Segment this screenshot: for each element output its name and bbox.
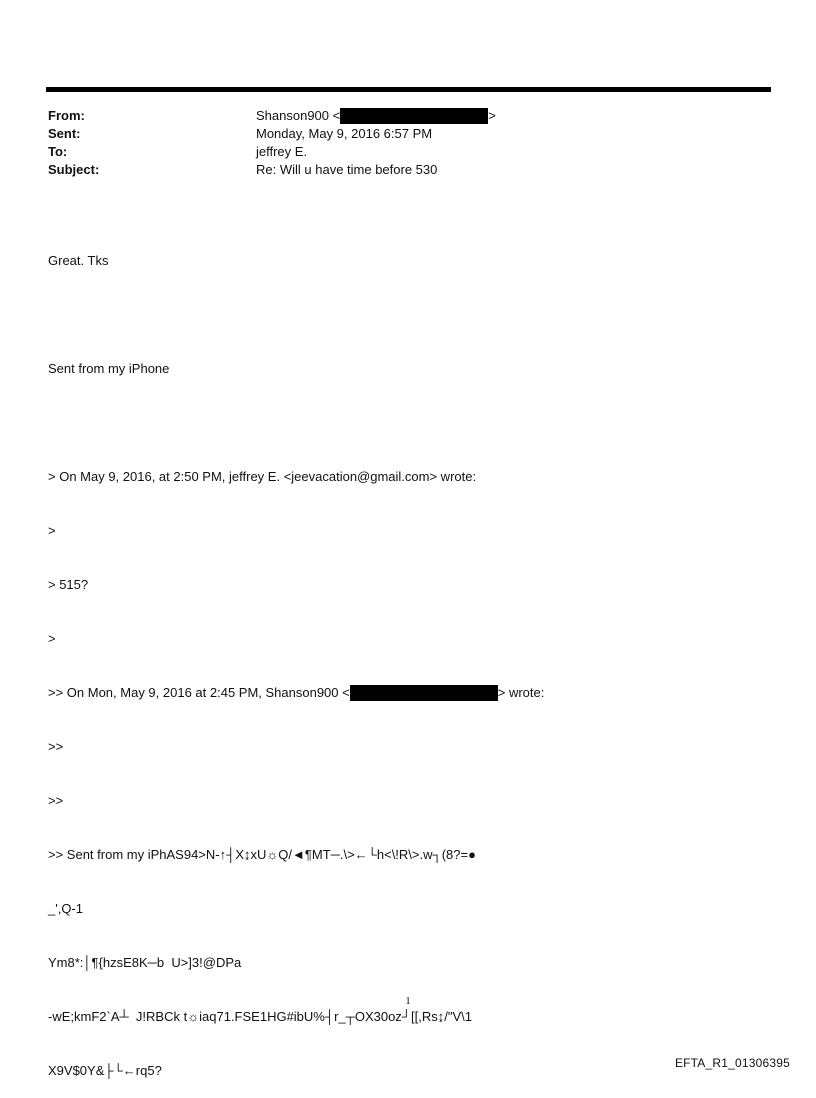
garbled-line: Ym8*:│¶{hzsE8K─b U>]3!@DPa — [48, 955, 242, 970]
quoted-line: > On May 9, 2016, at 2:50 PM, jeffrey E. <jeevacation@gmail.com> wrote: — [48, 469, 477, 484]
to-row — [48, 143, 496, 161]
from-value — [256, 107, 496, 125]
quoted-line: >> — [48, 739, 64, 754]
from-row — [48, 107, 496, 125]
bates-number: EFTA_R1_01306395 — [674, 1056, 790, 1070]
redaction-box — [340, 108, 488, 124]
email-body — [48, 216, 544, 1098]
from-value-suffix: > — [488, 108, 496, 123]
to-value: jeffrey E. — [256, 144, 308, 159]
sent-label: Sent: — [48, 126, 81, 141]
to-label: To: — [48, 144, 68, 159]
header-divider — [46, 87, 771, 92]
quoted-line-suffix: > wrote: — [497, 685, 545, 700]
garbled-line: _',Q-1 — [48, 901, 83, 916]
from-value-prefix: Shanson900 < — [256, 108, 341, 123]
quoted-line: > — [48, 631, 56, 646]
subject-label: Subject: — [48, 162, 100, 177]
garbled-line: X9V$0Y&├└←rq5? — [48, 1063, 162, 1078]
from-label: From: — [48, 108, 85, 123]
body-line: Great. Tks — [48, 253, 109, 268]
subject-value: Re: Will u have time before 530 — [256, 162, 438, 177]
sent-value: Monday, May 9, 2016 6:57 PM — [256, 126, 433, 141]
email-header — [48, 107, 496, 179]
page-number: 1 — [405, 995, 411, 1007]
quoted-line: > — [48, 523, 56, 538]
subject-row — [48, 161, 496, 179]
quoted-line: >> — [48, 793, 64, 808]
quoted-line-with-redaction — [48, 684, 544, 702]
quoted-line-prefix: >> On Mon, May 9, 2016 at 2:45 PM, Shanson900 < — [48, 685, 350, 700]
garbled-line: -wE;kmF2`A┴ J!RBCk t☼iaq71.FSE1HG#ibU%┤r_┬OX30oz┘[[,Rs↨/"V\1 — [48, 1009, 472, 1024]
sent-row — [48, 125, 496, 143]
garbled-line: >> Sent from my iPhAS94>N-↑┤X↨xU☼Q/◄¶MT─.\>←└h<\!R\>.w┐(8?=● — [48, 847, 476, 862]
redaction-box — [350, 685, 498, 701]
signature-line: Sent from my iPhone — [48, 361, 170, 376]
quoted-line: > 515? — [48, 577, 89, 592]
